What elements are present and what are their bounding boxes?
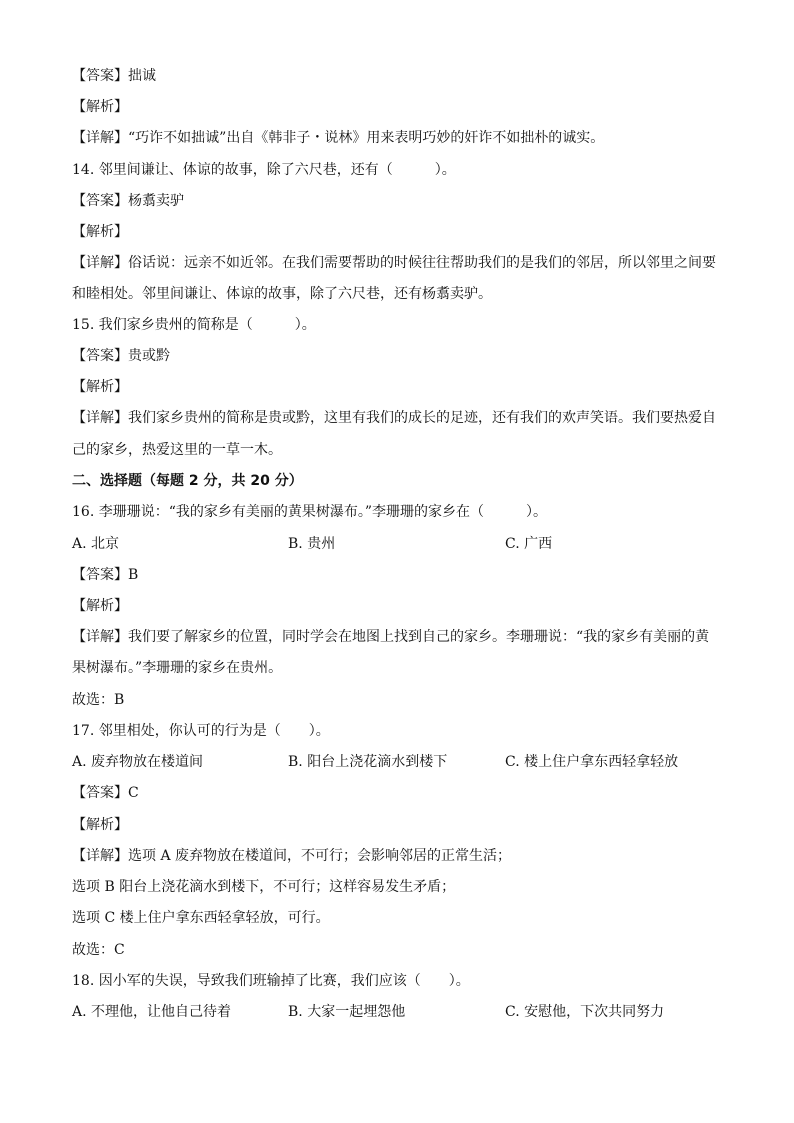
detail-line: 【详解】“巧诈不如拙诚”出自《韩非子・说林》用来表明巧妙的奸诈不如拙朴的诚实。 (72, 130, 605, 146)
choice-line: 故选：B (72, 692, 125, 708)
option-b: B. 大家一起埋怨他 (288, 1004, 406, 1020)
detail-line: 和睦相处。邻里间谦让、体谅的故事，除了六尺巷，还有杨翥卖驴。 (72, 286, 492, 302)
analysis-label: 【解析】 (72, 598, 128, 614)
section-heading: 二、选择题（每题 2 分，共 20 分） (72, 473, 303, 489)
analysis-label: 【解析】 (72, 817, 128, 833)
analysis-label: 【解析】 (72, 379, 128, 395)
detail-line: 【详解】我们家乡贵州的简称是贵或黔，这里有我们的成长的足迹，还有我们的欢声笑语。我们要热爱自 (72, 410, 716, 426)
detail-line: 果树瀑布。”李珊珊的家乡在贵州。 (72, 660, 283, 676)
detail-line: 【详解】选项 A 废弃物放在楼道间，不可行；会影响邻居的正常生活； (72, 848, 512, 864)
question-14: 14. 邻里间谦让、体谅的故事，除了六尺巷，还有（ ）。 (72, 162, 456, 178)
option-a: A. 废弃物放在楼道间 (72, 754, 204, 770)
question-18: 18. 因小军的失误，导致我们班输掉了比赛，我们应该（ ）。 (72, 973, 470, 989)
answer-line: 【答案】B (72, 567, 139, 583)
question-16: 16. 李珊珊说：“我的家乡有美丽的黄果树瀑布。”李珊珊的家乡在（ ）。 (72, 504, 548, 520)
analysis-label: 【解析】 (72, 224, 128, 240)
answer-line: 【答案】贵或黔 (72, 348, 170, 364)
question-15: 15. 我们家乡贵州的简称是（ ）。 (72, 317, 316, 333)
analysis-label: 【解析】 (72, 99, 128, 115)
option-a: A. 北京 (72, 536, 120, 552)
option-c: C. 广西 (505, 536, 553, 552)
detail-line: 【详解】俗话说：远亲不如近邻。在我们需要帮助的时候往往帮助我们的是我们的邻居，所以邻里之间要 (72, 255, 716, 271)
detail-line: 选项 B 阳台上浇花滴水到楼下，不可行；这样容易发生矛盾； (72, 879, 456, 895)
detail-line: 己的家乡，热爱这里的一草一木。 (72, 442, 282, 458)
detail-line: 选项 C 楼上住户拿东西轻拿轻放，可行。 (72, 910, 330, 926)
detail-line: 【详解】我们要了解家乡的位置，同时学会在地图上找到自己的家乡。李珊珊说：“我的家乡有美丽的黄 (72, 629, 710, 645)
option-a: A. 不理他，让他自己待着 (72, 1004, 232, 1020)
answer-line: 【答案】杨翥卖驴 (72, 193, 184, 209)
question-17: 17. 邻里相处，你认可的行为是（ ）。 (72, 723, 330, 739)
answer-line: 【答案】拙诚 (72, 68, 156, 84)
choice-line: 故选：C (72, 942, 125, 958)
option-c: C. 楼上住户拿东西轻拿轻放 (505, 754, 679, 770)
option-b: B. 贵州 (288, 536, 336, 552)
answer-line: 【答案】C (72, 785, 139, 801)
option-c: C. 安慰他，下次共同努力 (505, 1004, 665, 1020)
option-b: B. 阳台上浇花滴水到楼下 (288, 754, 448, 770)
